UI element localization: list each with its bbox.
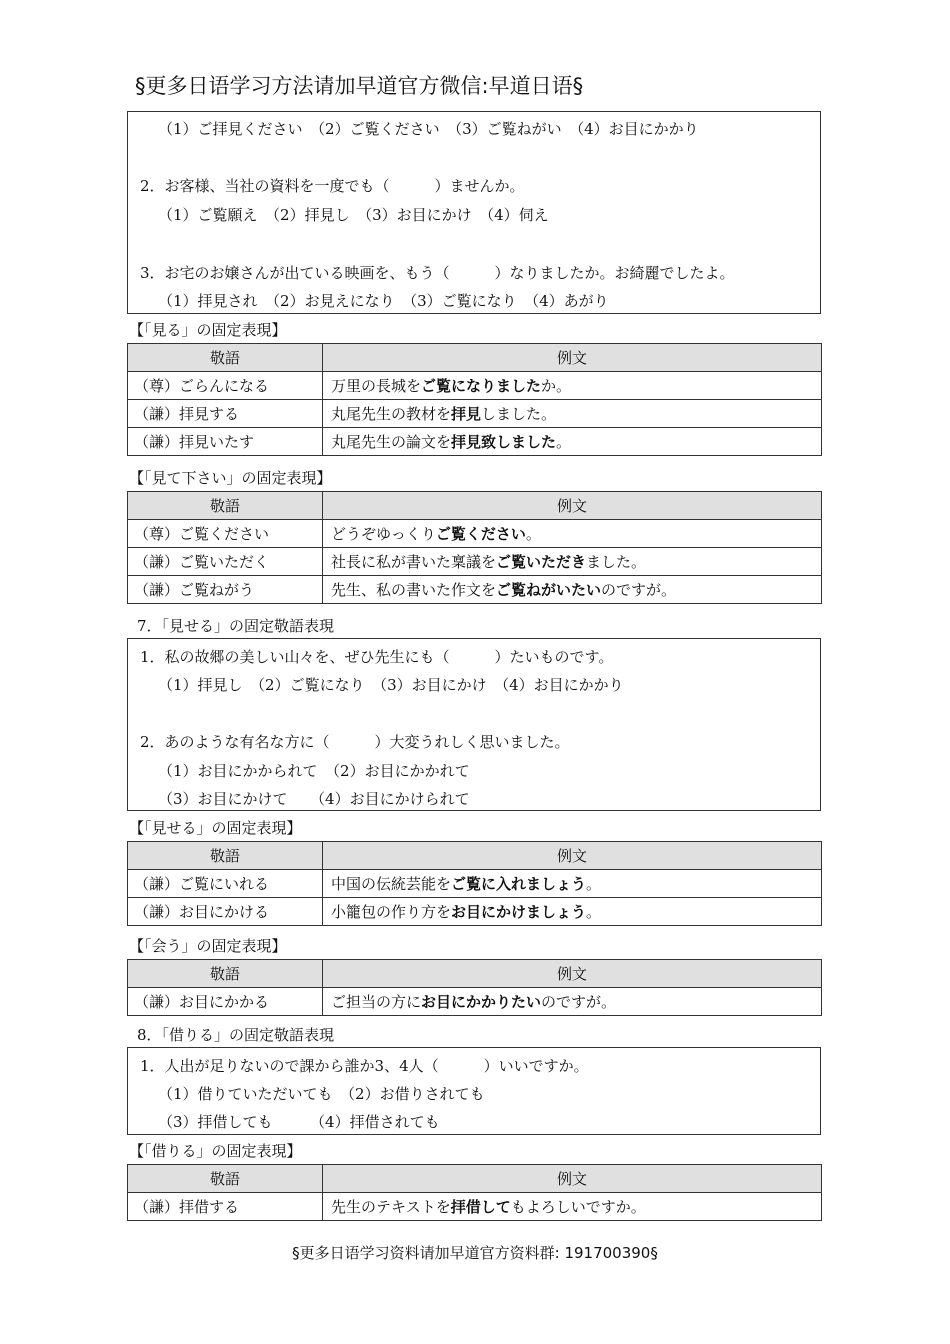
keigo-table-mite bbox=[127, 491, 822, 604]
question-3: 3．お宅のお嬢さんが出ている映画を、もう（ ）なりましたか。お綺麗でしたよ。 bbox=[140, 264, 735, 282]
choices-line: （1）お目にかかられて （2）お目にかかれて bbox=[158, 762, 470, 780]
keigo-cell: （謙）拝見いたす bbox=[128, 428, 323, 456]
keigo-table-miru bbox=[127, 343, 822, 456]
page-header: §更多日语学习方法请加早道官方微信:早道日语§ bbox=[135, 74, 584, 98]
column-header: 例文 bbox=[323, 842, 822, 870]
page-footer: §更多日语学习资料请加早道官方资料群: 191700390§ bbox=[292, 1244, 658, 1262]
section-label: 【「会う」の固定表現】 bbox=[129, 937, 287, 955]
table-row bbox=[128, 1193, 822, 1221]
example-cell: 万里の長城をご覧になりましたか。 bbox=[323, 372, 822, 400]
exercise-box-2 bbox=[127, 638, 821, 811]
section-heading: 7．「見せる」の固定敬語表現 bbox=[137, 617, 335, 635]
question-2: 2．あのような有名な方に（ ）大変うれしく思いました。 bbox=[140, 733, 570, 751]
table-row bbox=[128, 428, 822, 456]
exercise-box-3 bbox=[127, 1047, 821, 1135]
table-row bbox=[128, 870, 822, 898]
choices-line: （1）拝見され （2）お見えになり （3）ご覧になり （4）あがり bbox=[158, 292, 609, 310]
section-label: 【「見せる」の固定表現】 bbox=[129, 819, 302, 837]
question-1: 1．人出が足りないので課から誰か3、4人（ ）いいですか。 bbox=[140, 1057, 589, 1075]
keigo-cell: （謙）ご覧にいれる bbox=[128, 870, 323, 898]
example-cell: 小籠包の作り方をお目にかけましょう。 bbox=[323, 898, 822, 926]
choices-line: （1）拝見し （2）ご覧になり （3）お目にかけ （4）お目にかかり bbox=[158, 676, 624, 694]
table-row bbox=[128, 400, 822, 428]
keigo-cell: （謙）ご覧いただく bbox=[128, 548, 323, 576]
keigo-cell: （尊）ご覧ください bbox=[128, 520, 323, 548]
keigo-cell: （謙）お目にかかる bbox=[128, 988, 323, 1016]
table-row bbox=[128, 548, 822, 576]
keigo-cell: （尊）ごらんになる bbox=[128, 372, 323, 400]
keigo-cell: （謙）お目にかける bbox=[128, 898, 323, 926]
column-header: 例文 bbox=[323, 1165, 822, 1193]
section-heading: 8．「借りる」の固定敬語表現 bbox=[137, 1026, 335, 1044]
example-cell: ご担当の方にお目にかかりたいのですが。 bbox=[323, 988, 822, 1016]
exercise-box-1 bbox=[127, 111, 821, 314]
example-cell: 丸尾先生の教材を拝見しました。 bbox=[323, 400, 822, 428]
column-header: 敬語 bbox=[128, 842, 323, 870]
column-header: 敬語 bbox=[128, 492, 323, 520]
column-header: 敬語 bbox=[128, 344, 323, 372]
column-header: 敬語 bbox=[128, 960, 323, 988]
keigo-table-miseru bbox=[127, 841, 822, 926]
column-header: 例文 bbox=[323, 960, 822, 988]
example-cell: 先生のテキストを拝借してもよろしいですか。 bbox=[323, 1193, 822, 1221]
table-row bbox=[128, 988, 822, 1016]
example-cell: 丸尾先生の論文を拝見致しました。 bbox=[323, 428, 822, 456]
choices-line: （3）お目にかけて （4）お目にかけられて bbox=[158, 790, 470, 808]
question-1: 1．私の故郷の美しい山々を、ぜひ先生にも（ ）たいものです。 bbox=[140, 648, 614, 666]
example-cell: 中国の伝統芸能をご覧に入れましょう。 bbox=[323, 870, 822, 898]
column-header: 例文 bbox=[323, 344, 822, 372]
keigo-cell: （謙）拝借する bbox=[128, 1193, 323, 1221]
choices-line: （1）ご拝見ください （2）ご覧ください （3）ご覧ねがい （4）お目にかかり bbox=[158, 120, 699, 138]
table-row bbox=[128, 898, 822, 926]
example-cell: 社長に私が書いた稟議をご覧いただきました。 bbox=[323, 548, 822, 576]
choices-line: （1）借りていただいても （2）お借りされても bbox=[158, 1085, 485, 1103]
example-cell: 先生、私の書いた作文をご覧ねがいたいのですが。 bbox=[323, 576, 822, 604]
table-row bbox=[128, 372, 822, 400]
keigo-cell: （謙）ご覧ねがう bbox=[128, 576, 323, 604]
section-label: 【「見る」の固定表現】 bbox=[129, 321, 287, 339]
question-2: 2．お客様、当社の資料を一度でも（ ）ませんか。 bbox=[140, 177, 525, 195]
keigo-cell: （謙）拝見する bbox=[128, 400, 323, 428]
choices-line: （3）拝借しても （4）拝借されても bbox=[158, 1113, 440, 1131]
table-row bbox=[128, 576, 822, 604]
keigo-table-kariru bbox=[127, 1164, 822, 1221]
column-header: 例文 bbox=[323, 492, 822, 520]
table-row bbox=[128, 520, 822, 548]
keigo-table-au bbox=[127, 959, 822, 1016]
example-cell: どうぞゆっくりご覧ください。 bbox=[323, 520, 822, 548]
choices-line: （1）ご覧願え （2）拝見し （3）お目にかけ （4）伺え bbox=[158, 206, 549, 224]
column-header: 敬語 bbox=[128, 1165, 323, 1193]
section-label: 【「借りる」の固定表現】 bbox=[129, 1142, 302, 1160]
section-label: 【「見て下さい」の固定表現】 bbox=[129, 469, 332, 487]
